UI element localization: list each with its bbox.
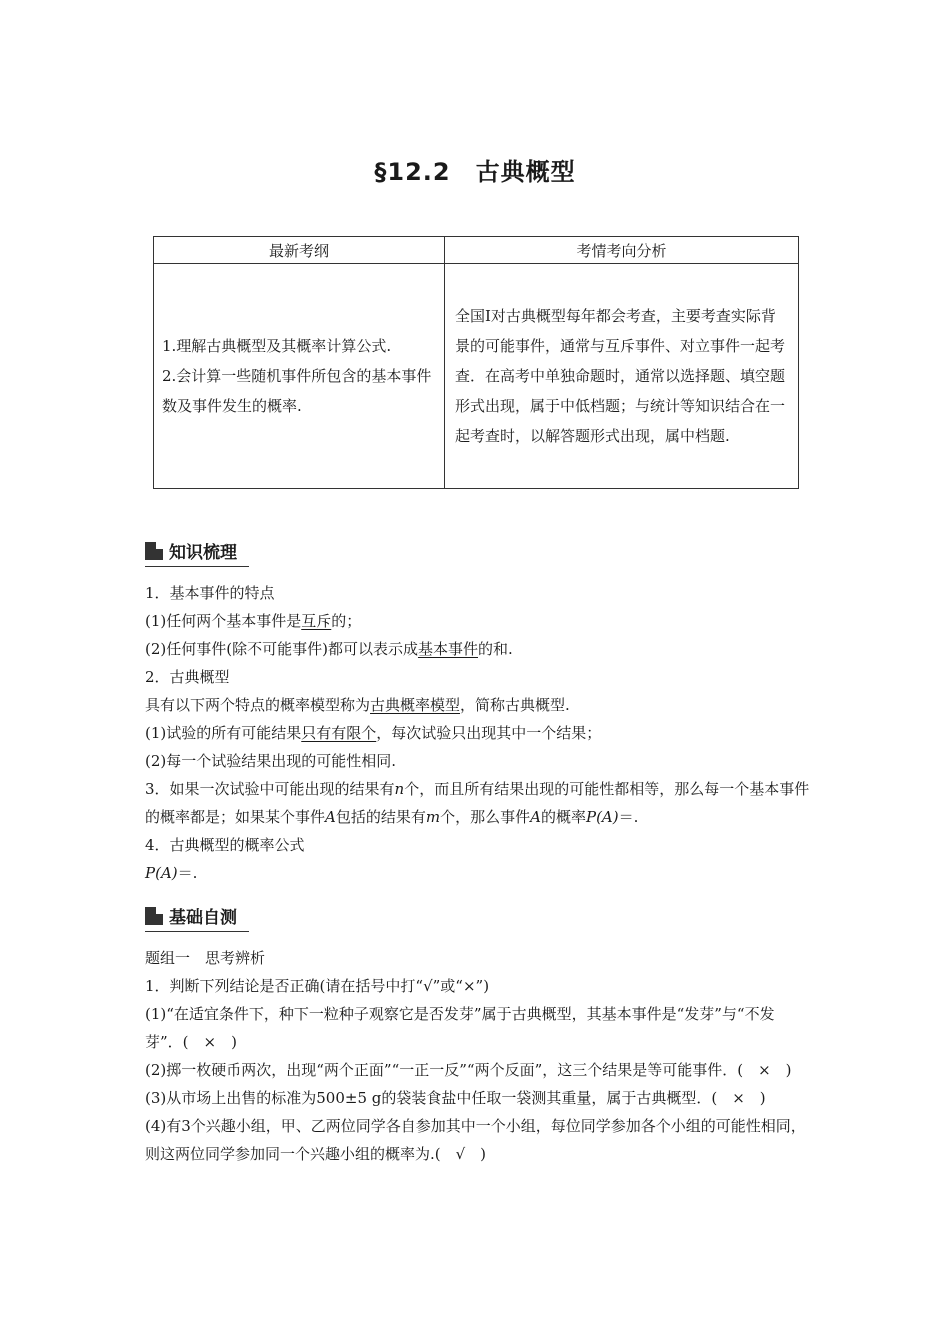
exam-outline-table [153,236,799,489]
outline-item-2: 2.会计算一些随机事件所包含的基本事件数及事件发生的概率. [162,367,432,415]
basic-test-block [145,944,810,1168]
outline-cell [154,264,445,489]
outline-item-1: 1.理解古典概型及其概率计算公式. [162,337,392,355]
section-heading-text: 基础自测 [169,908,237,928]
kb-line-1: 1．基本事件的特点 [145,584,275,602]
table-body-row [154,264,799,489]
question-1: 1．判断下列结论是否正确(请在括号中打“√”或“×”) [145,977,490,995]
question-group-title: 题组一 思考辨析 [145,949,266,967]
section-heading-knowledge [145,538,237,563]
kb-line-3: (2)任何事件(除不可能事件)都可以表示成基本事件的和. [145,640,513,658]
kb-line-2: (1)任何两个基本事件是互斥的； [145,612,362,630]
section-heading-text: 知识梳理 [169,543,237,563]
header-latest-outline: 最新考纲 [154,237,445,264]
kb-line-6: (1)试验的所有可能结果只有有限个，每次试验只出现其中一个结果； [145,724,602,742]
section-underline [145,931,249,932]
table-header-row [154,237,799,264]
question-1-1: (1)“在适宜条件下，种下一粒种子观察它是否发芽”属于古典概型，其基本事件是“发芽”与“不发芽”．( × ) [145,1005,775,1051]
header-analysis: 考情考向分析 [445,237,799,264]
knowledge-block [145,579,810,887]
kb-line-10: P(A)＝. [145,864,198,882]
kb-line-8: 3．如果一次试验中可能出现的结果有n个，而且所有结果出现的可能性都相等，那么每一个基本事件的概率都是；如果某个事件A包括的结果有m个，那么事件A的概率P(A)＝. [145,780,810,826]
page-title: §12.2 古典概型 [374,158,576,186]
section-underline [145,566,249,567]
kb-line-5: 具有以下两个特点的概率模型称为古典概率模型，简称古典概型. [145,696,570,714]
analysis-cell: 全国Ⅰ对古典概型每年都会考查，主要考查实际背景的可能事件，通常与互斥事件、对立事件一起考查．在高考中单独命题时，通常以选择题、填空题形式出现，属于中低档题；与统计等知识结合在一起考查时，以解答题形式出现，属中档题. [445,264,799,489]
question-1-4: (4)有3个兴趣小组，甲、乙两位同学各自参加其中一个小组，每位同学参加各个小组的可能性相同，则这两位同学参加同一个兴趣小组的概率为.( √ ) [145,1117,806,1163]
question-1-2: (2)掷一枚硬币两次，出现“两个正面”“一正一反”“两个反面”，这三个结果是等可能事件．( × ) [145,1061,792,1079]
section-heading-basic-test [145,903,237,928]
section-square-icon [145,907,163,925]
question-1-3: (3)从市场上出售的标准为500±5 g的袋装食盐中任取一袋测其重量，属于古典概型．( × ) [145,1089,766,1107]
kb-line-7: (2)每一个试验结果出现的可能性相同. [145,752,397,770]
kb-line-4: 2．古典概型 [145,668,230,686]
section-square-icon [145,542,163,560]
kb-line-9: 4．古典概型的概率公式 [145,836,305,854]
